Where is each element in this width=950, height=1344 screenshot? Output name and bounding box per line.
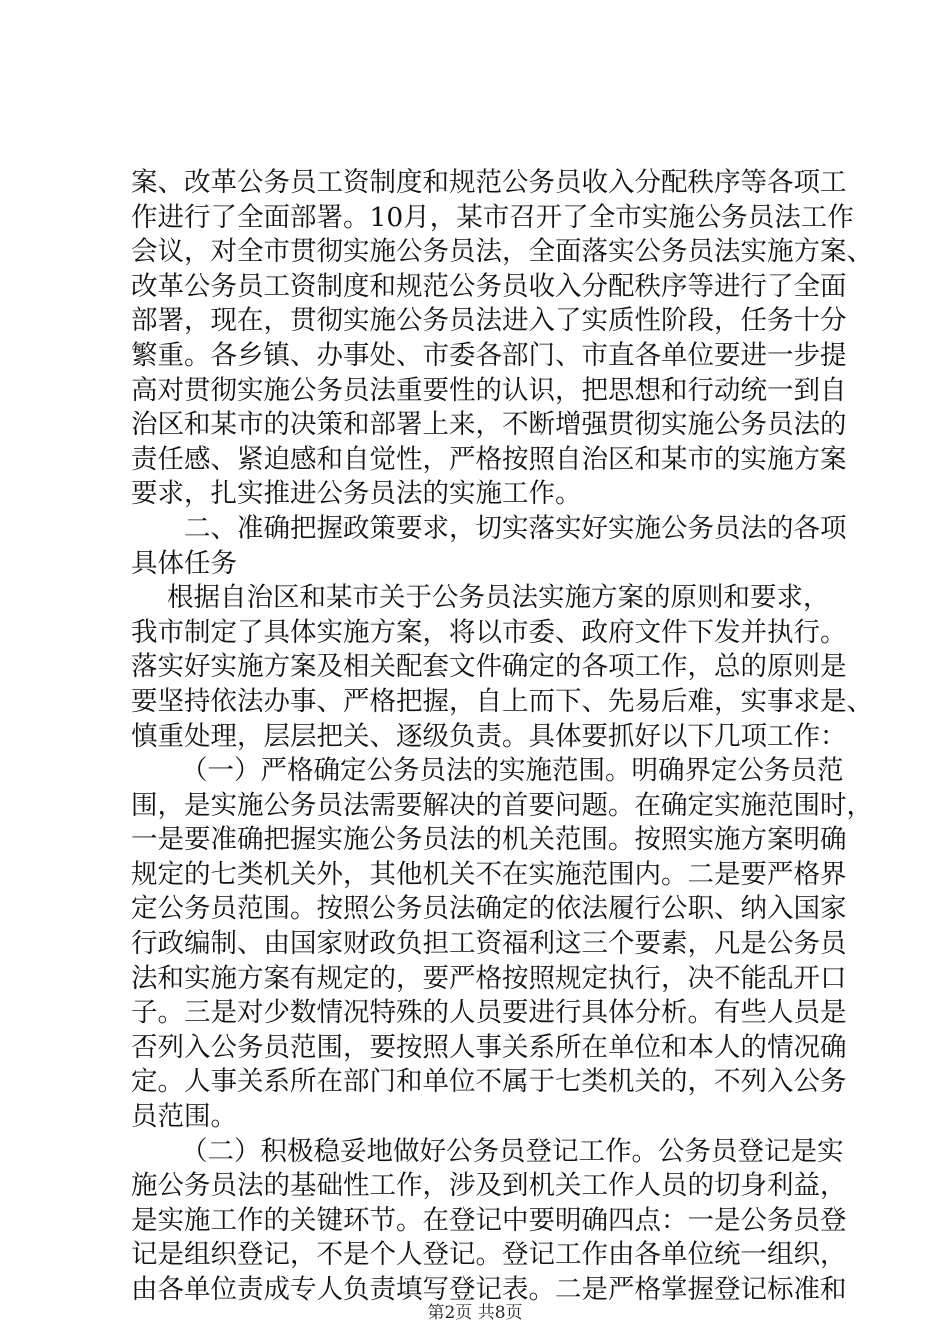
body-line: 案、改革公务员工资制度和规范公务员收入分配秩序等各项工 [131, 167, 847, 198]
body-line: 我市制定了具体实施方案，将以市委、政府文件下发并执行。 [131, 616, 847, 648]
body-line: 根据自治区和某市关于公务员法实施方案的原则和要求， [167, 582, 830, 614]
body-line: 定。人事关系所在部门和单位不属于七类机关的，不列入公务 [131, 1066, 847, 1098]
document-body [131, 166, 873, 1308]
body-line: 由各单位责成专人负责填写登记表。二是严格掌握登记标准和 [131, 1274, 847, 1305]
body-line: 要求，扎实推进公务员法的实施工作。 [131, 478, 582, 510]
body-line: 改革公务员工资制度和规范公务员收入分配秩序等进行了全面 [131, 270, 847, 302]
section-heading-line: 具体任务 [131, 547, 237, 579]
body-line: 责任感、紧迫感和自觉性，严格按照自治区和某市的实施方案 [131, 443, 847, 475]
body-line: 围，是实施公务员法需要解决的首要问题。在确定实施范围时， [131, 789, 873, 821]
subsection-line: （二）积极稳妥地做好公务员登记工作。公务员登记是实 [181, 1135, 844, 1167]
body-line: 治区和某市的决策和部署上来，不断增强贯彻实施公务员法的 [131, 409, 847, 441]
body-line: 一是要准确把握实施公务员法的机关范围。按照实施方案明确 [131, 824, 847, 856]
body-line: 高对贯彻实施公务员法重要性的认识，把思想和行动统一到自 [131, 374, 847, 406]
body-line: 会议，对全市贯彻实施公务员法，全面落实公务员法实施方案、 [131, 236, 873, 268]
body-line: 行政编制、由国家财政负担工资福利这三个要素，凡是公务员 [131, 928, 847, 960]
body-line: 否列入公务员范围，要按照人事关系所在单位和本人的情况确 [131, 1031, 847, 1063]
body-line: 要坚持依法办事、严格把握，自上而下、先易后难，实事求是、 [131, 685, 873, 717]
body-line: 繁重。各乡镇、办事处、市委各部门、市直各单位要进一步提 [131, 339, 847, 371]
body-line: 施公务员法的基础性工作，涉及到机关工作人员的切身利益， [131, 1170, 847, 1202]
body-line: 慎重处理，层层把关、逐级负责。具体要抓好以下几项工作： [131, 720, 847, 752]
body-line: 部署，现在，贯彻实施公务员法进入了实质性阶段，任务十分 [131, 305, 847, 337]
body-line: 定公务员范围。按照公务员法确定的依法履行公职、纳入国家 [131, 893, 847, 925]
page-number-footer: 第2页 共8页 [427, 1303, 523, 1323]
body-line: 员范围。 [131, 1101, 237, 1133]
section-heading-line: 二、准确把握政策要求，切实落实好实施公务员法的各项 [184, 512, 847, 544]
subsection-line: （一）严格确定公务员法的实施范围。明确界定公务员范 [181, 755, 844, 787]
body-line: 落实好实施方案及相关配套文件确定的各项工作，总的原则是 [131, 651, 847, 683]
body-line: 法和实施方案有规定的，要严格按照规定执行，决不能乱开口 [131, 962, 847, 994]
body-line: 记是组织登记，不是个人登记。登记工作由各单位统一组织， [131, 1239, 847, 1271]
body-line: 规定的七类机关外，其他机关不在实施范围内。二是要严格界 [131, 858, 847, 890]
body-line: 作进行了全面部署。10月，某市召开了全市实施公务员法工作 [131, 201, 854, 233]
body-line: 是实施工作的关键环节。在登记中要明确四点：一是公务员登 [131, 1204, 847, 1236]
body-line: 子。三是对少数情况特殊的人员要进行具体分析。有些人员是 [131, 997, 847, 1029]
